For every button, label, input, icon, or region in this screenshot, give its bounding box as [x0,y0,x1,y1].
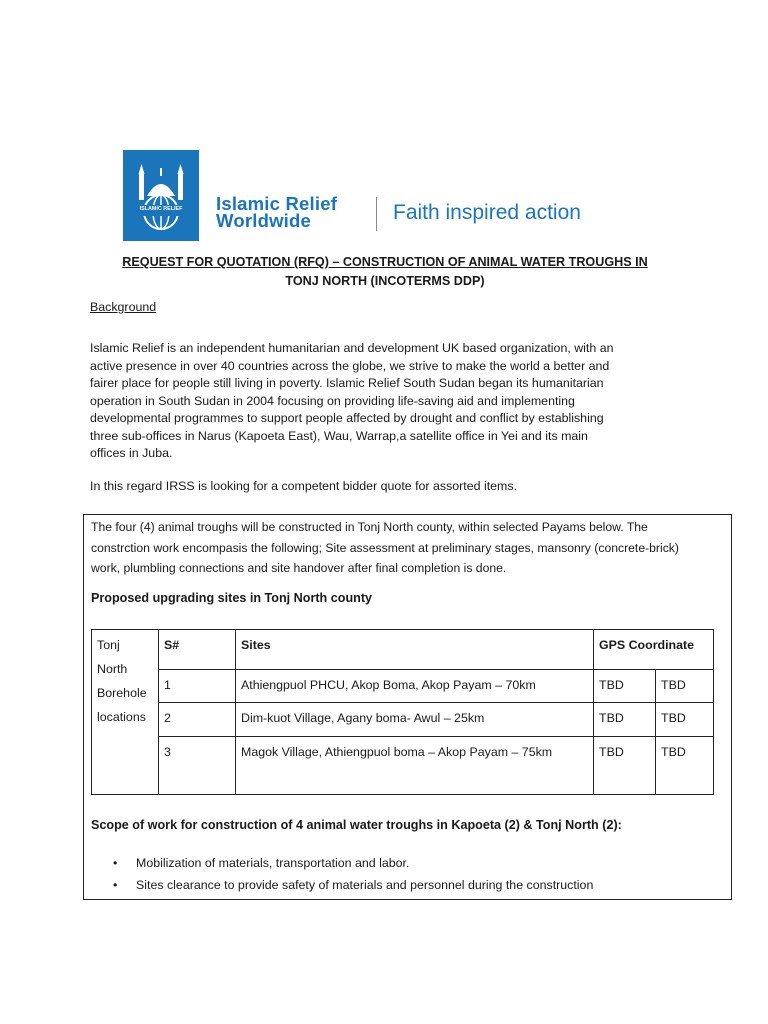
background-heading: Background [90,300,157,314]
intro-line: constrction work encompasis the following; Site assessment at preliminary stages, mansonry (concrete-brick) [91,540,679,555]
location-cell [92,630,159,795]
logo-badge-text: ISLAMIC RELIEF [139,206,183,212]
header-sites: Sites [236,630,594,670]
cell-gps: TBD [656,703,714,737]
cell-sn: 2 [159,703,236,737]
list-item: • Mobilization of materials, transportation and labor. [91,853,593,875]
intro-line: The four (4) animal troughs will be constructed in Tonj North county, within selected Payams below. The [91,520,648,534]
list-item: • Sites clearance to provide safety of materials and personnel during the construction [91,875,593,897]
mosque-emblem-icon [123,150,199,241]
organization-name-line1: Islamic Relief [216,193,338,214]
scope-box [83,514,732,900]
cell-sn: 1 [159,670,236,703]
background-line: active presence in over 40 countries across the globe, we strive to make the world a better and [90,358,610,373]
cell-gps: TBD [656,670,714,703]
location-line: locations [97,710,146,724]
cell-site: Athiengpuol PHCU, Akop Boma, Akop Payam – 70km [236,670,594,703]
cell-gps: TBD [594,703,656,737]
intro-line: work, plumbling connections and site handover after final completion is done. [91,561,507,575]
table-row [92,703,714,737]
background-line: Islamic Relief is an independent humanitarian and development UK based organization, with an [90,341,614,355]
location-line: North [97,662,128,676]
background-line: offices in Juba. [90,446,173,460]
scope-list [91,853,593,896]
table-row [92,670,714,703]
cell-sn: 3 [159,737,236,795]
location-line: Borehole [97,686,147,700]
cell-site: Dim-kuot Village, Agany boma- Awul – 25km [236,703,594,737]
background-line: developmental programmes to support people affected by drought and conflict by establishing [90,411,604,425]
background-line: fairer place for people still living in poverty. Islamic Relief South Sudan began its humanitarian [90,376,604,390]
sites-heading: Proposed upgrading sites in Tonj North county [91,591,373,605]
title-line2: TONJ NORTH (INCOTERMS DDP) [285,274,485,288]
scope-heading: Scope of work for construction of 4 animal water troughs in Kapoeta (2) & Tonj North (2): [91,818,622,832]
cell-gps: TBD [594,670,656,703]
header-gps: GPS Coordinate [594,630,714,670]
table-row [92,737,714,795]
background-line: three sub-offices in Narus (Kapoeta East), Wau, Warrap,a satellite office in Yei and its main [90,428,588,443]
title-line1: REQUEST FOR QUOTATION (RFQ) – CONSTRUCTION OF ANIMAL WATER TROUGHS IN [122,255,648,269]
logo-divider [376,197,377,231]
organization-name-line2: Worldwide [216,210,311,231]
sites-table [91,629,714,795]
background-paragraph [90,340,670,463]
header-sn: S# [159,630,236,670]
background-line: operation in South Sudan in 2004 focusing on providing life-saving aid and implementing [90,393,575,408]
location-line: Tonj [97,638,120,652]
cell-site: Magok Village, Athiengpuol boma – Akop Payam – 75km [236,737,594,795]
table-row [92,630,714,670]
intro-paragraph [91,517,726,579]
cell-gps: TBD [594,737,656,795]
document-title [90,253,680,291]
cell-gps: TBD [656,737,714,795]
regard-paragraph: In this regard IRSS is looking for a competent bidder quote for assorted items. [90,479,518,493]
logo-tagline: Faith inspired action [393,201,581,224]
islamic-relief-logo [123,150,653,242]
